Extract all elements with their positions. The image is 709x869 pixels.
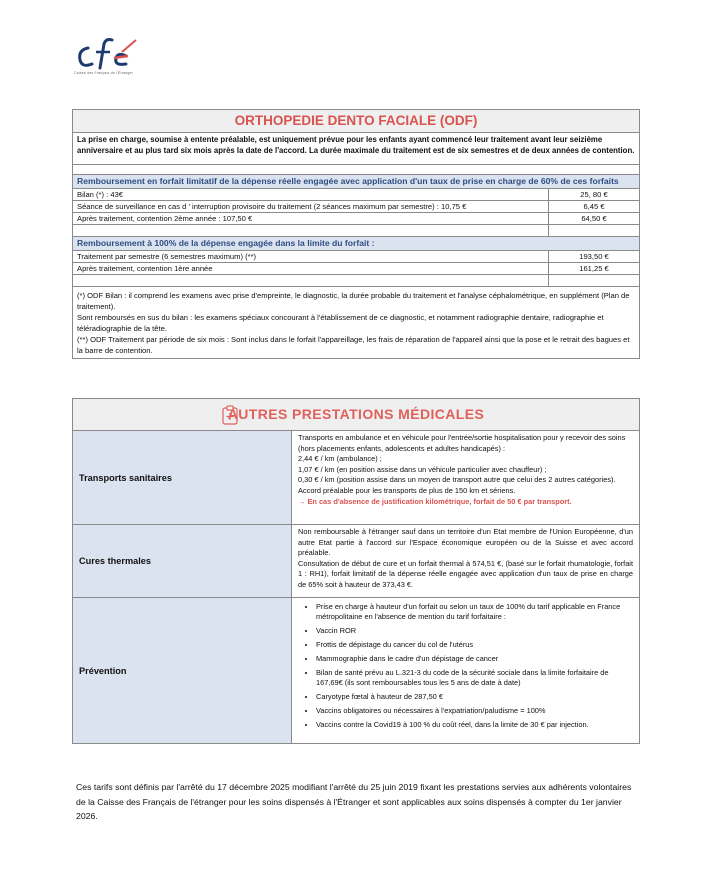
text-line: 0,30 € / km (position assise dans un moyen de transport autre que celui des 2 autres catégories). xyxy=(298,475,616,485)
row-value: 64,50 € xyxy=(581,214,607,223)
row-label: Après traitement, contention 2ème année : 107,50 € xyxy=(73,213,549,224)
section-heading-100: Remboursement à 100% de la dépense engagée dans la limite du forfait : xyxy=(73,237,639,251)
row-value: 193,50 € xyxy=(579,252,609,261)
list-item: • Vaccin ROR xyxy=(316,626,633,636)
row-prevention xyxy=(73,598,639,743)
row-value: 25, 80 € xyxy=(580,190,608,199)
autres-title-bar xyxy=(73,399,639,431)
odf-intro: La prise en charge, soumise à entente préalable, est uniquement prévue pour les enfants ayant commencé leur traitement avant leur seizième anniversaire et au plus tard six mois après la date de l'accord. La durée maximale du traitement est de six semestres et de deux années de contention. xyxy=(73,133,639,165)
section-heading-forfait-60: Remboursement en forfait limitatif de la dépense réelle engagée avec application d'un taux de prise en charge de 60% de ces forfaits xyxy=(73,175,639,189)
odf-table xyxy=(72,109,640,359)
text-line: Transports en ambulance et en véhicule pour l'entrée/sortie hospitalisation pour y recevoir des soins (hors placements enfants, adolescents et adultes handicapés) : xyxy=(298,433,626,453)
prevention-label: Prévention xyxy=(73,598,292,743)
prevention-list xyxy=(298,602,633,730)
table-row xyxy=(73,189,639,201)
table-row xyxy=(73,263,639,275)
blank-cell xyxy=(73,225,549,236)
row-label: Traitement par semestre (6 semestres maximum) (**) xyxy=(73,251,549,262)
odf-notes xyxy=(73,287,639,358)
row-value: 161,25 € xyxy=(579,264,609,273)
row-label: Séance de surveillance en cas d ' interruption provisoire du traitement (2 séances maximum par semestre) : 10,75 € xyxy=(73,201,549,212)
row-label: Bilan (*) : 43€ xyxy=(73,189,549,200)
blank-cell xyxy=(549,225,639,236)
list-item: • Vaccins obligatoires ou nécessaires à l'expatriation/paludisme = 100% xyxy=(316,706,633,716)
row-label: Après traitement, contention 1ère année xyxy=(73,263,549,274)
row-transports xyxy=(73,431,639,525)
blank-row xyxy=(73,225,639,237)
text-line: Accord préalable pour les transports de plus de 150 km et sériens. xyxy=(298,485,516,495)
list-item: • Prise en charge à hauteur d'un forfait ou selon un taux de 100% du tarif applicable en France métropolitaine en l'absence de mention du tarif forfaitaire : xyxy=(316,602,633,622)
note: (*) ODF Bilan : il comprend les examens avec prise d'empreinte, le diagnostic, la durée probable du traitement et l'analyse céphalométrique, en supplément (Plan de traitement). xyxy=(77,291,630,311)
blank-cell xyxy=(73,275,549,286)
spacer-row xyxy=(73,165,639,175)
warning-text: → En cas d'absence de justification kilométrique, forfait de 50 € par transport. xyxy=(298,496,572,506)
row-cures xyxy=(73,525,639,598)
text-para: Non remboursable à l'étranger sauf dans un territoire d'un Etat membre de l'Union Européenne, d'un autre Etat partie à l'accord sur l'Espace économique européen ou de la Suisse et avec accord préalable. xyxy=(298,527,633,558)
transports-label: Transports sanitaires xyxy=(73,431,292,524)
text-line: 2,44 € / km (ambulance) ; xyxy=(298,454,382,464)
text-line: 1,07 € / km (en position assise dans un véhicule particulier avec chauffeur) ; xyxy=(298,464,547,474)
note: (**) ODF Traitement par période de six mois : Sont inclus dans le forfait l'appareillage, les frais de réparation de l'appareil ainsi que la pose et le retrait des bagues et la barre de contention. xyxy=(77,335,630,355)
cures-label: Cures thermales xyxy=(73,525,292,597)
list-item: • Vaccins contre la Covid19 à 100 % du coût réel, dans la limite de 30 € par injection. xyxy=(316,720,633,730)
blank-row xyxy=(73,275,639,287)
row-value: 6,45 € xyxy=(583,202,605,211)
list-item: • Frottis de dépistage du cancer du col de l'utérus xyxy=(316,640,633,650)
cures-desc xyxy=(292,525,639,597)
blank-cell xyxy=(549,275,639,286)
text-para: Consultation de début de cure et un forfait thermal à 574,51 €, (basé sur le forfait rhumatologie, forfait 1 : RH1), forfait limitatif de la dépense réelle engagée avec application d'un taux de prise en charge de 65% soit à hauteur de 373,43 €. xyxy=(298,558,633,589)
prevention-desc xyxy=(292,598,639,743)
table-row xyxy=(73,251,639,263)
list-item: • Caryotype fœtal à hauteur de 287,50 € xyxy=(316,692,633,702)
table-row xyxy=(73,201,639,213)
logo-subtitle: Caisse des Français de l'Étranger xyxy=(74,71,134,75)
list-item: • Bilan de santé prévu au L.321-3 du code de la sécurité sociale dans la limite forfaitaire de 167,69€ (ils sont remboursables tous les 5 ans de date à date) xyxy=(316,668,633,688)
odf-title: ORTHOPEDIE DENTO FACIALE (ODF) xyxy=(73,110,639,133)
list-item: • Mammographie dans le cadre d'un dépistage de cancer xyxy=(316,654,633,664)
autres-prestations-table xyxy=(72,398,640,744)
note: Sont remboursés en sus du bilan : les examens spéciaux concourant à l'établissement de ce diagnostic, et notamment radiographie dentaire, radiographie et téléradiographie de la tête. xyxy=(77,313,604,333)
transports-desc xyxy=(292,431,639,524)
table-row xyxy=(73,213,639,225)
autres-title: AUTRES PRESTATIONS MÉDICALES xyxy=(227,406,485,422)
footer-text: Ces tarifs sont définis par l'arrêté du 17 décembre 2025 modifiant l'arrêté du 25 juin 2019 fixant les prestations servies aux adhérents volontaires de la Caisse des Français de l'étranger pour les soins dispensés à l'Étranger et sont applicables aux soins dispensés à compter du 1er janvier 2026. xyxy=(76,782,632,821)
